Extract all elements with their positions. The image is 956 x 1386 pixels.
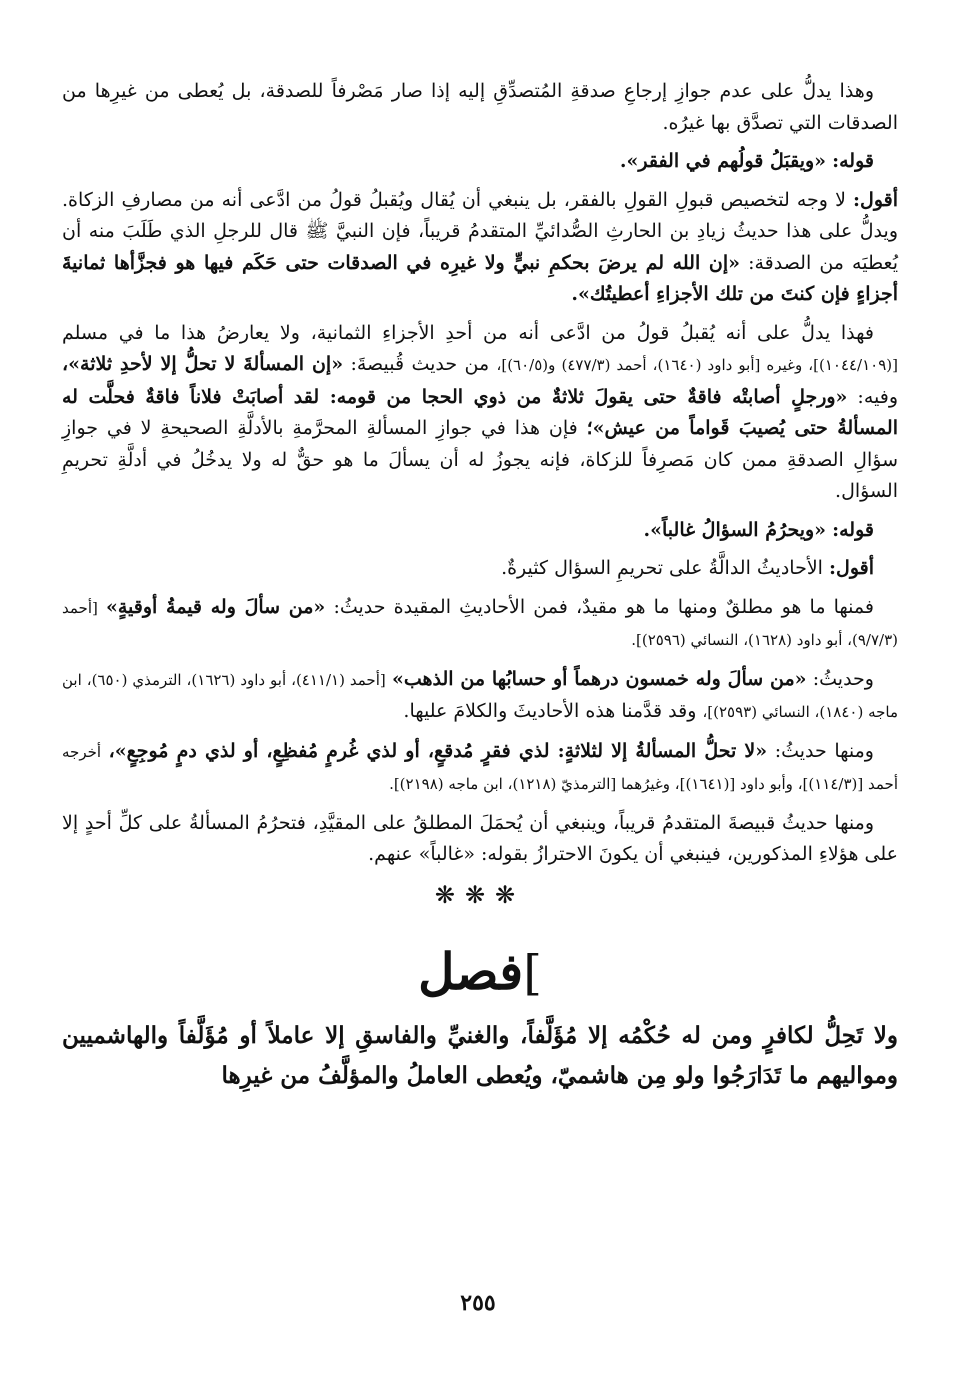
page-number: ٢٥٥: [460, 1290, 496, 1316]
matn-rule-text: ولا تَحِلُّ لكافرٍ ومن له حُكْمُه إلا مُؤَلَّفاً، والغنيِّ والفاسقِ إلا عاملاً أو مُؤَلَّفاً والهاشميين ومواليهم ما تَدَارَجُوا ولو مِن هاشميّ، ويُعطى العاملُ والمؤلَّفُ من غيرِها: [62, 1021, 898, 1089]
paragraph-6: [62, 553, 898, 585]
qawluhu-label: قوله:: [832, 150, 874, 172]
paragraph-2-quote-heading: [62, 146, 898, 178]
section-heading: [62, 939, 898, 1006]
qawluhu-label: قوله:: [832, 518, 874, 541]
hadith-quote: «لا تحلُّ المسألةُ إلا لثلاثةٍ: لذي فقرٍ مُدقعٍ، أو لذي غُرمٍ مُفظِعٍ، أو لذي دمٍ مُوجِعٍ»،: [108, 739, 768, 762]
paragraph-8-text-a: وحديثُ:: [812, 667, 874, 690]
reference-citation: [(١٠٤٤/١٠٩)]، وغيره [أبو داود (١٦٤٠)، أحمد (٤٧٧/٣) و(٦٠/٥)]،: [496, 356, 898, 374]
paragraph-7: [62, 592, 898, 657]
paragraph-4-text-c: وفيه:: [857, 385, 899, 408]
reference-citation: [أحمد (٤١١/١)، أبو داود (١٦٢٦)، الترمذي (٦٥٠)، ابن ماجه (١٨٤٠)، النسائي (٢٥٩٣)]،: [62, 670, 898, 721]
hadith-quote: «إن الله لم يرضَ بحكمِ نبيٍّ ولا غيرِه في الصدقات حتى حَكَم فيها هو فجزَّأها ثمانيةَ أجزاءٍ فإن كنتَ من تلك الأجزاءِ أعطيتُك».: [62, 251, 898, 305]
hadith-quote: «ورجلٍ أصابتْه فاقةٌ حتى يقولَ ثلاثةٌ من ذوي الحجا من قومه: لقد أصابَتْ فلاناً فاقةٌ فحلَّت له المسألةُ حتى يُصيبَ قَواماً من عيش»؛: [62, 385, 898, 439]
reference-citation: [أحمد (٩/٧/٣)، أبو داود (١٦٢٨)، النسائي (٢٥٩٦)].: [62, 598, 898, 649]
quoted-matn: «ويحرُمُ السؤالُ غالباً».: [643, 518, 827, 541]
section-heading-text: فصل: [418, 941, 524, 1001]
paragraph-5-quote-heading: [62, 515, 898, 547]
paragraph-9-text-a: ومنها حديثُ:: [774, 739, 874, 762]
paragraph-10-text: ومنها حديثُ قبيصةَ المتقدمُ قريباً، وينبغي أن يُحمَلَ المطلقُ على المقيَّدِ، فتحرُمُ المسألةُ على كلِّ أحدٍ إلا على هؤلاءِ المذكورين، فينبغي أن يكونَ الاحترازُ بقوله: «غالباً» عنهم.: [62, 811, 898, 865]
paragraph-8-text-b: وقد قدَّمنا هذه الأحاديثَ والكلامَ عليها.: [403, 700, 697, 722]
hadith-quote: «من سألَ وله خمسون درهماً أو حسابُها من الذهب»: [391, 667, 807, 690]
paragraph-7-text: فمنها ما هو مطلقٌ ومنها ما هو مقيدٌ، فمن الأحاديثِ المقيدة حديثُ:: [333, 595, 874, 618]
paragraph-4-text-b: من حديث قُبيصةَ:: [350, 353, 490, 375]
section-separator-stars: ❋❋❋: [434, 880, 526, 909]
paragraph-3: [62, 185, 898, 311]
reference-citation: أخرجه أحمد [(١١٤/٣)]، وأبو داود [(١٦٤١)]، وغيرُهما [الترمذيّ (١٢١٨)، ابن ماجه (٢١٩٨)].: [62, 742, 898, 793]
heading-bracket-right: ]: [523, 944, 542, 1001]
paragraph-8: [62, 664, 898, 729]
paragraph-10: [62, 808, 898, 871]
paragraph-3-text: لا وجه لتخصيص قبولِ القولِ بالفقر، بل ينبغي أن يُقال ويُقبلُ قولُ من ادَّعى أنه من مصارفِ الزكاة. ويدلُّ على هذا حديثُ زيادِ بن الحارثِ الصُّدائيِّ المتقدمُ قريباً، فإن النبيَّ ﷺ قال للرجلِ الذي طَلَبَ منه أن يُعطيَه من الصدقة:: [62, 188, 898, 274]
paragraph-4-text-a: فهذا يدلُّ على أنه يُقبلُ قولُ من ادَّعى أنه من أحدِ الأجزاءِ الثمانية، ولا يعارضُ هذا ما في مسلم: [62, 321, 874, 344]
paragraph-4-text-d: فإن هذا في جوازِ المسألةِ المحرَّمةِ بالأدلَّةِ الصحيحةِ لا في جوازِ سؤالِ الصدقةِ ممن كان مَصرِفاً للزكاة، فإنه يجوزُ له أن يسألَ ما هو حقٌّ له ولا يدخُلُ في أدلَّةِ تحريمِ السؤال.: [62, 417, 898, 502]
paragraph-6-text: الأحاديثُ الدالَّةُ على تحريمِ السؤال كثيرةٌ.: [501, 557, 823, 579]
quoted-matn: «ويقبَلُ قولُهم في الفقر».: [619, 150, 827, 172]
paragraph-9: [62, 736, 898, 801]
page-body: [62, 76, 898, 1096]
aqulu-label: أقول:: [829, 557, 874, 579]
paragraph-1-text: وهذا يدلُّ على عدم جوازِ إرجاعِ صدقةِ المُتصدِّقِ إليه إذا صار مَصْرفاً للصدقة، بل يُعطى من غيرِها من الصدقات التي تصدَّق بها غيرُه.: [62, 80, 898, 134]
paragraph-4: [62, 318, 898, 508]
hadith-quote: «إن المسألةَ لا تحلُّ إلا لأحدِ ثلاثة»،: [62, 353, 344, 375]
paragraph-1: [62, 76, 898, 139]
aqulu-label: أقول:: [853, 188, 898, 211]
hadith-quote: «من سألَ وله قيمةُ أوقيةٍ»: [105, 595, 326, 618]
